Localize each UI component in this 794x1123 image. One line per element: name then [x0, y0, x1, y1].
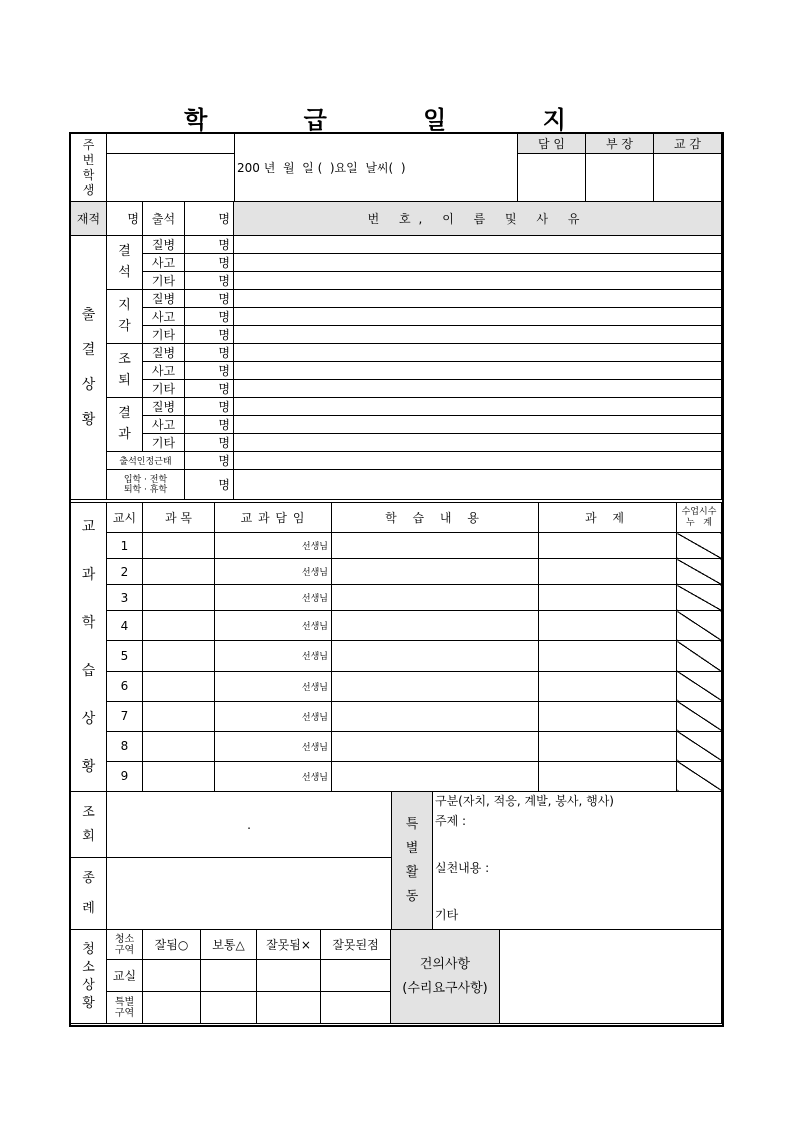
cleaning-cell[interactable] [201, 960, 257, 992]
date-line[interactable]: 200 년 월 일 ( )요일 날씨( ) [235, 134, 518, 202]
teacher-field[interactable]: 선생님 [215, 611, 332, 641]
sign-vice-principal[interactable] [654, 154, 722, 202]
cleaning-section-label: 청소상황 [71, 930, 107, 1024]
content-field[interactable] [332, 671, 539, 701]
cleaning-cell[interactable] [143, 960, 201, 992]
student-field-2[interactable] [107, 154, 235, 202]
item: 사고 [143, 308, 185, 326]
cleaning-cell[interactable] [257, 992, 321, 1024]
item: 기타 [143, 272, 185, 290]
count-cell[interactable] [677, 641, 722, 671]
cleaning-table [70, 929, 722, 1024]
period-number: 2 [107, 559, 143, 585]
lessons-section-label: 교과학습상황 [71, 503, 107, 792]
student-label: 주번학생 [71, 134, 107, 202]
period-number: 9 [107, 761, 143, 791]
period-number: 3 [107, 585, 143, 611]
special-etc[interactable]: 기타 [435, 908, 459, 922]
present-label: 출석 [143, 202, 185, 236]
row-special-area: 특별구역 [107, 992, 143, 1024]
task-field[interactable] [539, 533, 677, 559]
count-cell[interactable] [677, 585, 722, 611]
item: 질병 [143, 236, 185, 254]
content-field[interactable] [332, 611, 539, 641]
reason-field[interactable] [234, 326, 722, 344]
group-late: 지각 [107, 290, 143, 344]
reason-header: 번 호, 이 름 및 사 유 [234, 202, 722, 236]
suggestion-label-2: (수리요구사항) [402, 980, 488, 996]
group-absent-class: 결과 [107, 398, 143, 452]
teacher-field[interactable]: 선생님 [215, 559, 332, 585]
period-number: 6 [107, 671, 143, 701]
subject-field[interactable] [143, 671, 215, 701]
enrolled-label: 재적 [71, 202, 107, 236]
content-field[interactable] [332, 731, 539, 761]
task-field[interactable] [539, 671, 677, 701]
subject-field[interactable] [143, 701, 215, 731]
task-field[interactable] [539, 761, 677, 791]
count-cell[interactable] [677, 671, 722, 701]
cleaning-cell[interactable] [321, 960, 391, 992]
item: 기타 [143, 434, 185, 452]
unit[interactable]: 명 [185, 326, 234, 344]
homeroom-table [70, 791, 722, 930]
cleaning-cell[interactable] [321, 992, 391, 1024]
reason-field[interactable] [234, 290, 722, 308]
col-good: 잘됨○ [143, 930, 201, 960]
subject-field[interactable] [143, 641, 215, 671]
unit[interactable]: 명 [185, 254, 234, 272]
reason-field[interactable] [234, 416, 722, 434]
header-teacher: 교 과 담 임 [215, 503, 332, 533]
attendance-table [70, 201, 722, 236]
task-field[interactable] [539, 585, 677, 611]
subject-field[interactable] [143, 731, 215, 761]
unit[interactable]: 명 [185, 434, 234, 452]
teacher-field[interactable]: 선생님 [215, 731, 332, 761]
present-unit[interactable]: 명 [185, 202, 234, 236]
closing-meeting-field[interactable] [107, 858, 392, 930]
suggestion-label-1: 건의사항 [419, 956, 471, 972]
group-absent: 결석 [107, 236, 143, 290]
content-field[interactable] [332, 585, 539, 611]
transfer-label-1: 입학 · 전학 [123, 474, 168, 485]
row-classroom: 교실 [107, 960, 143, 992]
item: 사고 [143, 416, 185, 434]
teacher-field[interactable]: 선생님 [215, 701, 332, 731]
special-practice[interactable]: 실천내용 : [435, 861, 490, 875]
reason-field[interactable] [234, 452, 722, 470]
item: 기타 [143, 326, 185, 344]
content-field[interactable] [332, 559, 539, 585]
reason-field[interactable] [234, 380, 722, 398]
unit[interactable]: 명 [185, 452, 234, 470]
item: 사고 [143, 362, 185, 380]
lessons-table [70, 502, 722, 792]
reason-field[interactable] [234, 398, 722, 416]
count-cell[interactable] [677, 533, 722, 559]
unit[interactable]: 명 [185, 272, 234, 290]
subject-field[interactable] [143, 585, 215, 611]
unit[interactable]: 명 [185, 398, 234, 416]
cleaning-cell[interactable] [143, 992, 201, 1024]
morning-meeting-field[interactable]: . [107, 792, 392, 858]
teacher-field[interactable]: 선생님 [215, 533, 332, 559]
content-field[interactable] [332, 701, 539, 731]
transfer-label-2: 퇴학 · 휴학 [123, 484, 168, 495]
unit[interactable]: 명 [185, 380, 234, 398]
unit[interactable]: 명 [185, 470, 234, 500]
content-field[interactable] [332, 761, 539, 791]
count-cell[interactable] [677, 611, 722, 641]
unit[interactable]: 명 [185, 308, 234, 326]
role-head: 부 장 [586, 134, 654, 154]
role-homeroom: 담 임 [518, 134, 586, 154]
sign-head[interactable] [586, 154, 654, 202]
reason-field[interactable] [234, 470, 722, 500]
item: 질병 [143, 290, 185, 308]
item: 질병 [143, 398, 185, 416]
teacher-field[interactable]: 선생님 [215, 585, 332, 611]
item: 질병 [143, 344, 185, 362]
reason-field[interactable] [234, 236, 722, 254]
count-cell[interactable] [677, 731, 722, 761]
header-subject: 과 목 [143, 503, 215, 533]
unit[interactable]: 명 [185, 416, 234, 434]
teacher-field[interactable]: 선생님 [215, 641, 332, 671]
task-field[interactable] [539, 559, 677, 585]
period-number: 5 [107, 641, 143, 671]
reason-field[interactable] [234, 434, 722, 452]
reason-field[interactable] [234, 308, 722, 326]
header-table [70, 133, 722, 202]
reason-field[interactable] [234, 272, 722, 290]
unit[interactable]: 명 [185, 236, 234, 254]
special-activity-label: 특별활동 [392, 792, 433, 930]
unit[interactable]: 명 [185, 344, 234, 362]
special-category: 구분(자치, 적응, 계발, 봉사, 행사) [435, 794, 614, 808]
header-count-1: 수업시수 [681, 506, 717, 517]
count-cell[interactable] [677, 701, 722, 731]
task-field[interactable] [539, 611, 677, 641]
student-field-1[interactable] [107, 134, 235, 154]
period-number: 8 [107, 731, 143, 761]
group-early-leave: 조퇴 [107, 344, 143, 398]
task-field[interactable] [539, 701, 677, 731]
header-count-2: 누 계 [686, 517, 712, 528]
task-field[interactable] [539, 641, 677, 671]
task-field[interactable] [539, 731, 677, 761]
header-period: 교시 [107, 503, 143, 533]
attendance-section-label: 출결상황 [71, 236, 107, 500]
cleaning-area-label: 청소구역 [107, 930, 143, 960]
col-normal: 보통△ [201, 930, 257, 960]
count-cell[interactable] [677, 559, 722, 585]
morning-meeting-label: 조회 [71, 792, 107, 858]
cleaning-cell[interactable] [257, 960, 321, 992]
attendance-detail-table [70, 235, 722, 500]
period-number: 7 [107, 701, 143, 731]
unit[interactable]: 명 [185, 362, 234, 380]
reason-field[interactable] [234, 362, 722, 380]
col-faults: 잘못된점 [321, 930, 391, 960]
subject-field[interactable] [143, 559, 215, 585]
col-bad: 잘못됨× [257, 930, 321, 960]
header-content: 학 습 내 용 [332, 503, 539, 533]
period-number: 4 [107, 611, 143, 641]
approved-label: 출석인정근태 [107, 452, 185, 470]
sign-homeroom[interactable] [518, 154, 586, 202]
content-field[interactable] [332, 641, 539, 671]
cleaning-cell[interactable] [201, 992, 257, 1024]
period-number: 1 [107, 533, 143, 559]
subject-field[interactable] [143, 761, 215, 791]
subject-field[interactable] [143, 611, 215, 641]
item: 기타 [143, 380, 185, 398]
content-field[interactable] [332, 533, 539, 559]
suggestion-field[interactable] [500, 930, 722, 1024]
item: 사고 [143, 254, 185, 272]
count-cell[interactable] [677, 761, 722, 791]
reason-field[interactable] [234, 254, 722, 272]
teacher-field[interactable]: 선생님 [215, 671, 332, 701]
header-task: 과 제 [539, 503, 677, 533]
unit[interactable]: 명 [185, 290, 234, 308]
reason-field[interactable] [234, 344, 722, 362]
closing-meeting-label: 종례 [71, 858, 107, 930]
teacher-field[interactable]: 선생님 [215, 761, 332, 791]
page-title: 학 급 일 지 [184, 105, 610, 134]
role-vice-principal: 교 감 [654, 134, 722, 154]
special-topic[interactable]: 주제 : [435, 814, 467, 828]
enrolled-unit[interactable]: 명 [107, 202, 143, 236]
subject-field[interactable] [143, 533, 215, 559]
